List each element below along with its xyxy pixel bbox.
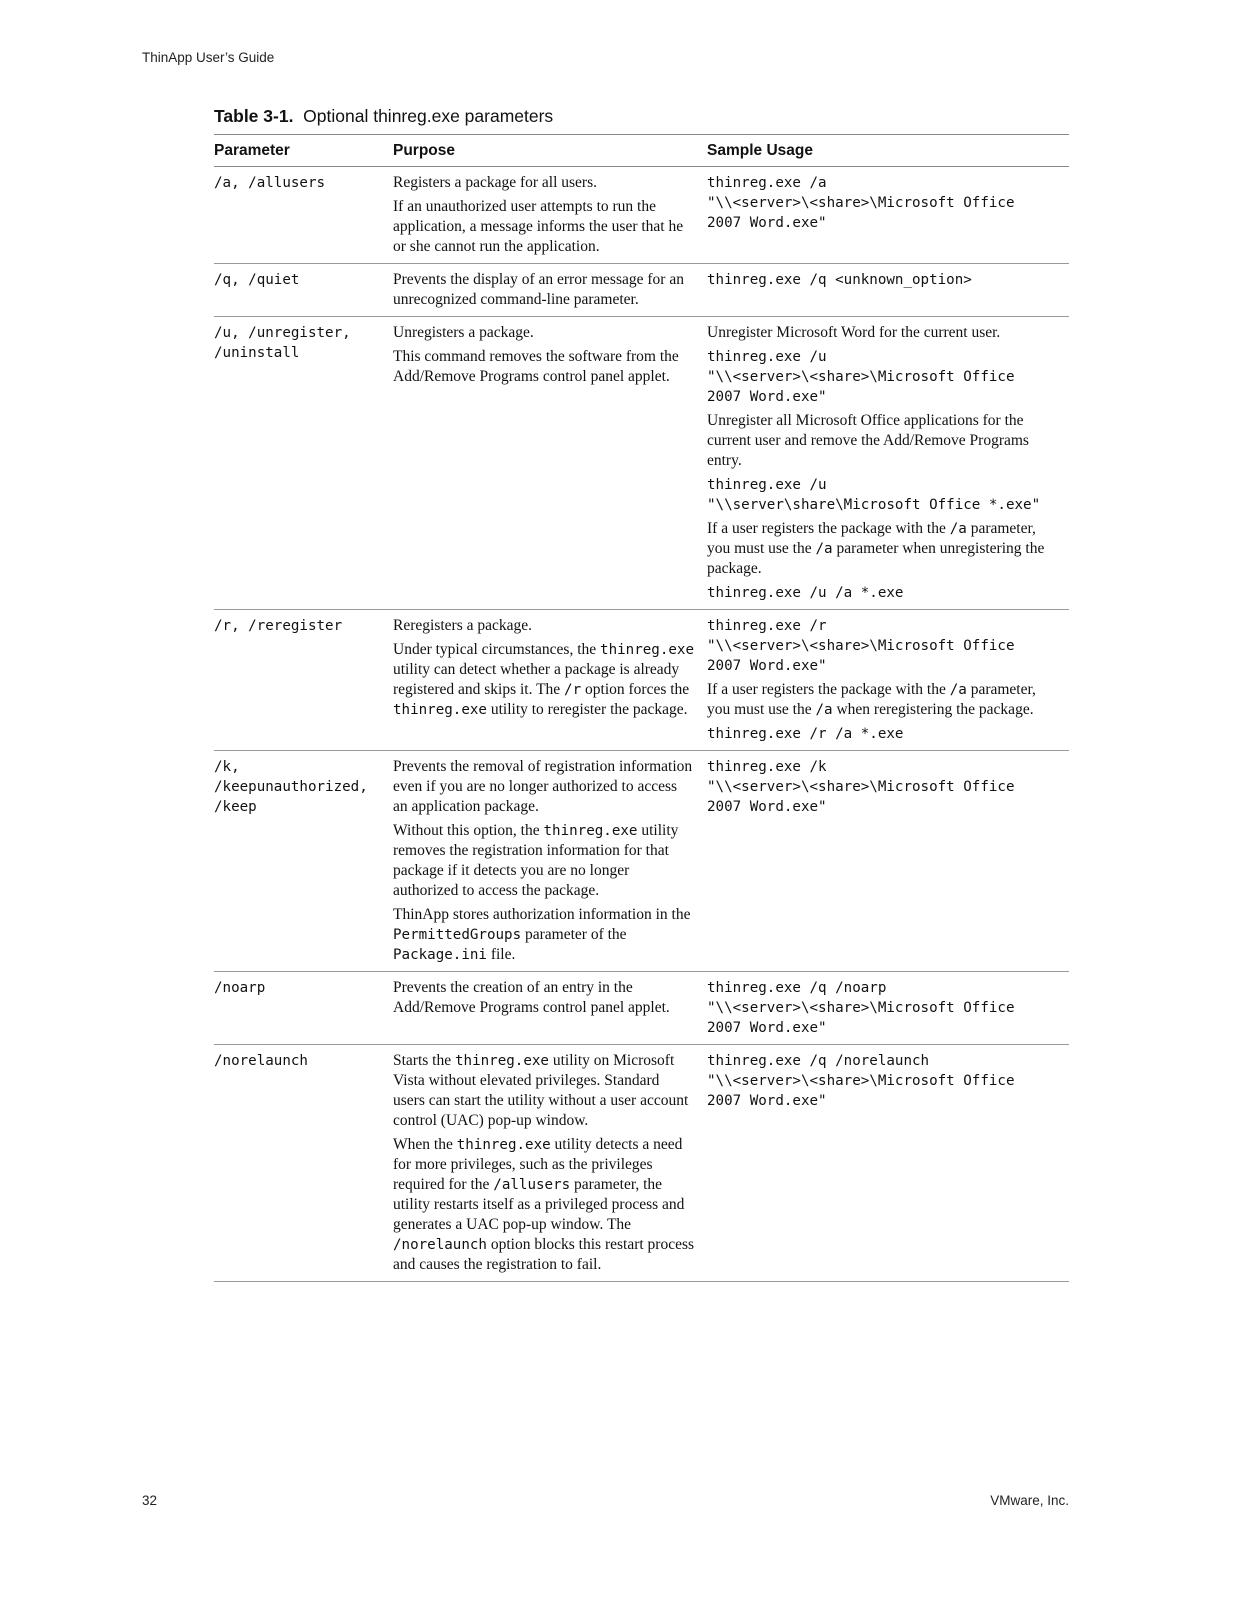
parameter-name: /r, /reregister (214, 618, 343, 634)
sample-text: If a user registers the package with the /a parameter, you must use the /a parameter when unregistering the package. (707, 520, 1045, 577)
column-header-sample-usage: Sample Usage (707, 135, 1069, 167)
running-header: ThinApp User’s Guide (142, 50, 275, 65)
purpose-text: Prevents the display of an error message for an unrecognized command-line parameter. (393, 271, 684, 308)
purpose-text: Unregisters a package. (393, 324, 534, 341)
table-row (214, 1045, 1069, 1282)
sample-command: thinreg.exe /u /a *.exe (707, 585, 904, 601)
sample-command: thinreg.exe /r /a *.exe (707, 726, 904, 742)
purpose-text: Registers a package for all users. (393, 174, 598, 191)
parameter-name: /keep (214, 799, 257, 815)
table-row (214, 610, 1069, 751)
table-caption-title: Optional thinreg.exe parameters (303, 106, 554, 126)
column-header-parameter: Parameter (214, 135, 393, 167)
sample-text: If a user registers the package with the /a parameter, you must use the /a when reregistering the package. (707, 681, 1036, 718)
sample-command: thinreg.exe /r "\\<server>\<share>\Microsoft Office 2007 Word.exe" (707, 618, 1015, 674)
purpose-text: If an unauthorized user attempts to run the application, a message informs the user that he or she cannot run the application. (393, 198, 684, 255)
page-number: 32 (142, 1493, 158, 1508)
parameter-name: /u, /unregister, /uninstall (214, 325, 351, 361)
table-row (214, 972, 1069, 1045)
purpose-text: Reregisters a package. (393, 617, 533, 634)
sample-command: thinreg.exe /u "\\<server>\<share>\Microsoft Office 2007 Word.exe" (707, 349, 1015, 405)
purpose-text: Without this option, the thinreg.exe utility removes the registration information for that package if it detects you are no longer authorized to access the package. (393, 822, 679, 899)
purpose-text: Under typical circumstances, the thinreg.exe utility can detect whether a package is already registered and skips it. The /r option forces the thinreg.exe utility to reregister the package. (393, 641, 694, 718)
column-header-purpose: Purpose (393, 135, 707, 167)
purpose-text: This command removes the software from the Add/Remove Programs control panel applet. (393, 348, 679, 385)
parameters-table (214, 134, 1069, 1282)
table-row (214, 264, 1069, 317)
parameter-name: /q, /quiet (214, 272, 300, 288)
purpose-text: When the thinreg.exe utility detects a need for more privileges, such as the privileges required for the /allusers parameter, the utility restarts itself as a privileged process and generates a UAC pop-up window. The /norelaunch option blocks this restart process and causes the registration to fail. (393, 1136, 695, 1273)
purpose-text: ThinApp stores authorization information in the PermittedGroups parameter of the Package.ini file. (393, 906, 691, 963)
sample-command: thinreg.exe /q /noarp "\\<server>\<share>\Microsoft Office 2007 Word.exe" (707, 980, 1015, 1036)
table-row (214, 167, 1069, 264)
sample-command: thinreg.exe /a "\\<server>\<share>\Microsoft Office 2007 Word.exe" (707, 175, 1015, 231)
purpose-text: Prevents the removal of registration information even if you are no longer authorized to access an application package. (393, 758, 693, 815)
purpose-text: Starts the thinreg.exe utility on Microsoft Vista without elevated privileges. Standard users can start the utility without a user account control (UAC) pop-up window. (393, 1052, 689, 1129)
table-caption-label: Table 3-1. (214, 106, 294, 126)
sample-command: thinreg.exe /u "\\server\share\Microsoft Office *.exe" (707, 477, 1041, 513)
table-row (214, 751, 1069, 972)
footer-company: VMware, Inc. (990, 1493, 1069, 1508)
sample-command: thinreg.exe /q /norelaunch "\\<server>\<share>\Microsoft Office 2007 Word.exe" (707, 1053, 1015, 1109)
parameter-name: /a, /allusers (214, 175, 326, 191)
table-caption (214, 106, 553, 127)
sample-text: Unregister Microsoft Word for the current user. (707, 324, 1001, 341)
table-row (214, 317, 1069, 610)
sample-command: thinreg.exe /k "\\<server>\<share>\Microsoft Office 2007 Word.exe" (707, 759, 1015, 815)
parameter-name: /norelaunch (214, 1053, 308, 1069)
parameter-name: /keepunauthorized, (214, 779, 368, 795)
sample-text: Unregister all Microsoft Office applications for the current user and remove the Add/Remove Programs entry. (707, 412, 1029, 469)
sample-command: thinreg.exe /q <unknown_option> (707, 272, 972, 288)
table-header-row (214, 135, 1069, 167)
parameter-name: /k, (214, 759, 240, 775)
purpose-text: Prevents the creation of an entry in the Add/Remove Programs control panel applet. (393, 979, 670, 1016)
parameter-name: /noarp (214, 980, 266, 996)
